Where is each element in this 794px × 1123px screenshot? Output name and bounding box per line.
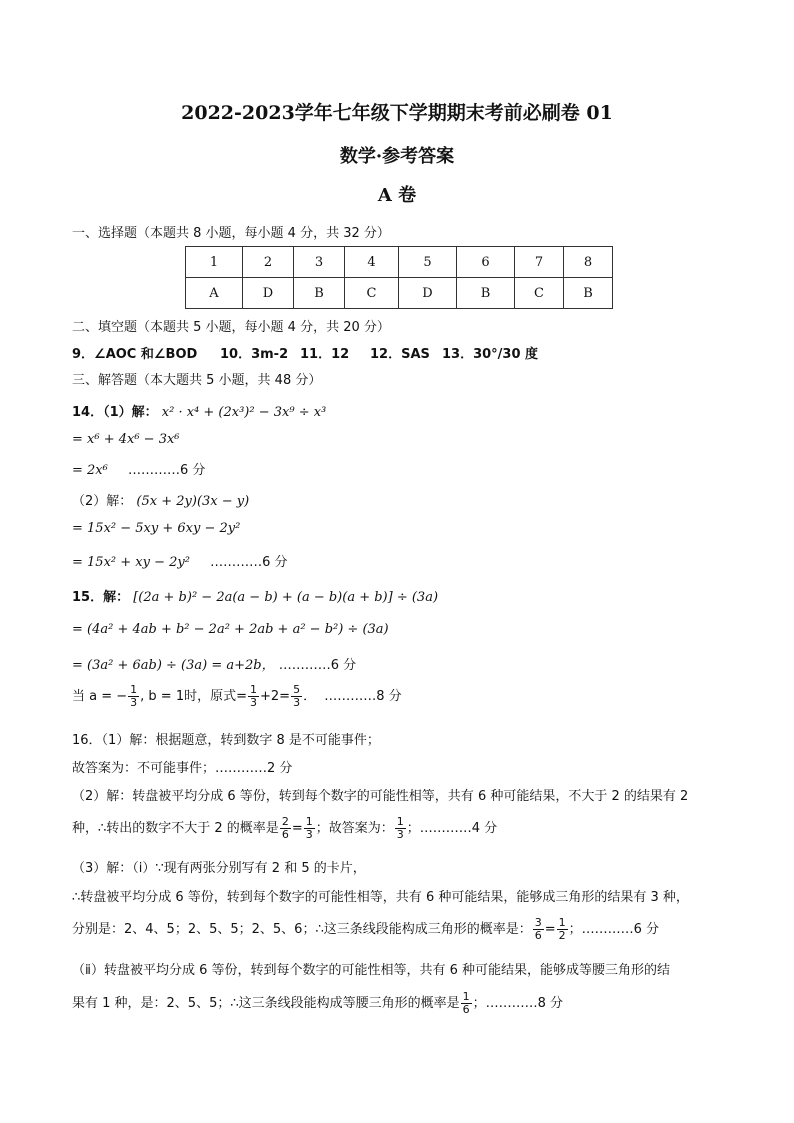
q16-part4-line1: （ⅱ）转盘被平均分成 6 等份，转到每个数字的可能性相等，共有 6 种可能结果，能够成等腰三角形的结	[72, 963, 671, 978]
q15-line	[72, 586, 438, 605]
fraction-numerator: 1	[462, 990, 470, 1003]
fill-answer-12: 12．SAS	[370, 347, 430, 362]
q16-part2-mid: ；故答案为：	[315, 821, 394, 836]
q15-step3-score: …………8 分	[324, 689, 402, 704]
q16-part1-line1: 16．（1）解：根据题意，转到数字 8 是不可能事件；	[72, 733, 380, 748]
table-cell: 5	[399, 247, 457, 278]
q16-part2-score: ；…………4 分	[406, 821, 498, 836]
q15-step3-line	[72, 684, 402, 709]
page-subtitle: 数学·参考答案	[339, 146, 455, 167]
part-label: A 卷	[377, 185, 417, 206]
q14-part2-label: （2）解：	[72, 494, 133, 509]
q14-part1-step2: = 2x⁶	[72, 463, 108, 478]
q16-part3-line3-pre: 分别是：2、4、5；2、5、5；2、5、6；∴这三条线段能构成三角形的概率是：	[72, 922, 532, 937]
q15-step3-pre: 当 a = −	[72, 689, 128, 704]
fraction	[557, 917, 568, 942]
q14-part1-expression: x² · x⁴ + (2x³)² − 3x⁹ ÷ x³	[161, 405, 327, 420]
q14-part2-step2: = 15x² + xy − 2y²	[72, 555, 190, 570]
fraction	[461, 991, 472, 1016]
q15-label: 15．解：	[72, 590, 130, 605]
table-cell: 8	[564, 247, 613, 278]
q14-part2-score: …………6 分	[210, 555, 288, 570]
fraction-numerator: 1	[250, 683, 257, 696]
fraction-numerator: 1	[130, 683, 138, 696]
fraction-denominator: 2	[558, 929, 566, 942]
table-cell: C	[515, 278, 564, 309]
fraction	[291, 684, 302, 709]
fraction-numerator: 1	[396, 815, 404, 828]
table-cell: 7	[515, 247, 564, 278]
fraction-numerator: 3	[534, 916, 542, 929]
q15-step3-plus: +2=	[260, 689, 291, 704]
q16-part2-line1: （2）解：转盘被平均分成 6 等份，转到每个数字的可能性相等，共有 6 种可能结果，不大于 2 的结果有 2	[72, 789, 689, 804]
fraction	[533, 917, 544, 942]
q16-part4-line2-pre: 果有 1 种，是：2、5、5；∴这三条线段能构成等腰三角形的概率是	[72, 996, 460, 1011]
q15-step2: = (3a² + 6ab) ÷ (3a) = a+2b，	[72, 658, 275, 673]
fraction	[128, 684, 139, 709]
equals-sign: =	[291, 821, 303, 836]
q14-part1-label: 14．（1）解：	[72, 405, 158, 420]
q16-part1-line2: 故答案为：不可能事件；…………2 分	[72, 761, 293, 776]
fraction	[248, 684, 259, 709]
q14-part1-line	[72, 401, 326, 420]
q15-expression: [(2a + b)² − 2a(a − b) + (a − b)(a + b)] ÷ (3a)	[133, 590, 439, 605]
fraction-denominator: 3	[396, 828, 404, 841]
choice-answer-table	[185, 246, 613, 309]
table-cell: C	[345, 278, 399, 309]
fraction-numerator: 2	[281, 815, 289, 828]
fraction-numerator: 5	[293, 683, 301, 696]
fill-answer-13: 13．30°/30 度	[442, 347, 539, 362]
fraction-denominator: 3	[250, 696, 257, 709]
section1-heading: 一、选择题（本题共 8 小题，每小题 4 分，共 32 分）	[72, 226, 390, 241]
equals-sign: =	[544, 922, 556, 937]
q16-part3-score: ；…………6 分	[568, 922, 660, 937]
q15-step3-mid: , b = 1时，原式=	[140, 689, 247, 704]
q14-part2-step2-line	[72, 551, 287, 570]
table-cell: 6	[457, 247, 515, 278]
q16-part3-line3	[72, 917, 659, 942]
q16-part4-line2	[72, 991, 563, 1016]
fraction-denominator: 6	[281, 828, 289, 841]
fill-answer-9: 9．∠AOC 和∠BOD	[72, 347, 198, 362]
q15-step2-score: …………6 分	[278, 658, 357, 673]
q15-step3-end: ．	[303, 689, 317, 704]
q14-part2-expression: (5x + 2y)(3x − y)	[136, 494, 250, 509]
table-cell: D	[243, 278, 294, 309]
fraction	[304, 816, 315, 841]
table-cell: D	[399, 278, 457, 309]
q14-part2-line	[72, 490, 249, 509]
fraction-numerator: 1	[558, 916, 566, 929]
table-cell: 1	[186, 247, 243, 278]
q16-part3-line2: ∴转盘被平均分成 6 等份，转到每个数字的可能性相等，共有 6 种可能结果，能够成三角形的结果有 3 种，	[72, 890, 689, 905]
table-cell: 4	[345, 247, 399, 278]
q15-step1: = (4a² + 4ab + b² − 2a² + 2ab + a² − b²) ÷ (3a)	[72, 622, 389, 637]
q16-part3-line1: （3）解：（i）∵现有两张分别写有 2 和 5 的卡片，	[72, 861, 366, 876]
fraction-denominator: 6	[462, 1003, 470, 1016]
fraction	[280, 816, 291, 841]
table-cell: B	[564, 278, 613, 309]
fraction-denominator: 3	[305, 828, 313, 841]
page-title: 2022-2023学年七年级下学期期末考前必刷卷 01	[181, 102, 613, 124]
table-cell: 3	[294, 247, 345, 278]
q14-part1-score: …………6 分	[127, 463, 206, 478]
q16-part2-line2-pre: 种，∴转出的数字不大于 2 的概率是	[72, 821, 279, 836]
q14-part1-step1: = x⁶ + 4x⁶ − 3x⁶	[72, 432, 180, 447]
section3-heading: 三、解答题（本大题共 5 小题，共 48 分）	[72, 373, 322, 388]
fraction-denominator: 3	[293, 696, 301, 709]
q14-part2-step1: = 15x² − 5xy + 6xy − 2y²	[72, 521, 241, 536]
fill-answer-10: 10．3m-2	[220, 347, 289, 362]
q14-part1-step2-line	[72, 459, 205, 478]
fraction	[395, 816, 406, 841]
fraction-denominator: 3	[130, 696, 138, 709]
section2-heading: 二、填空题（本题共 5 小题，每小题 4 分，共 20 分）	[72, 320, 390, 335]
q15-step2-line	[72, 654, 356, 673]
fill-answer-11: 11．12	[300, 347, 350, 362]
table-row-numbers	[186, 247, 613, 278]
table-cell: A	[186, 278, 243, 309]
table-cell: B	[294, 278, 345, 309]
fraction-numerator: 1	[305, 815, 313, 828]
table-cell: 2	[243, 247, 294, 278]
q16-part2-line2	[72, 816, 497, 841]
table-cell: B	[457, 278, 515, 309]
table-row-answers	[186, 278, 613, 309]
q16-part4-score: ；…………8 分	[472, 996, 564, 1011]
fraction-denominator: 6	[534, 929, 542, 942]
